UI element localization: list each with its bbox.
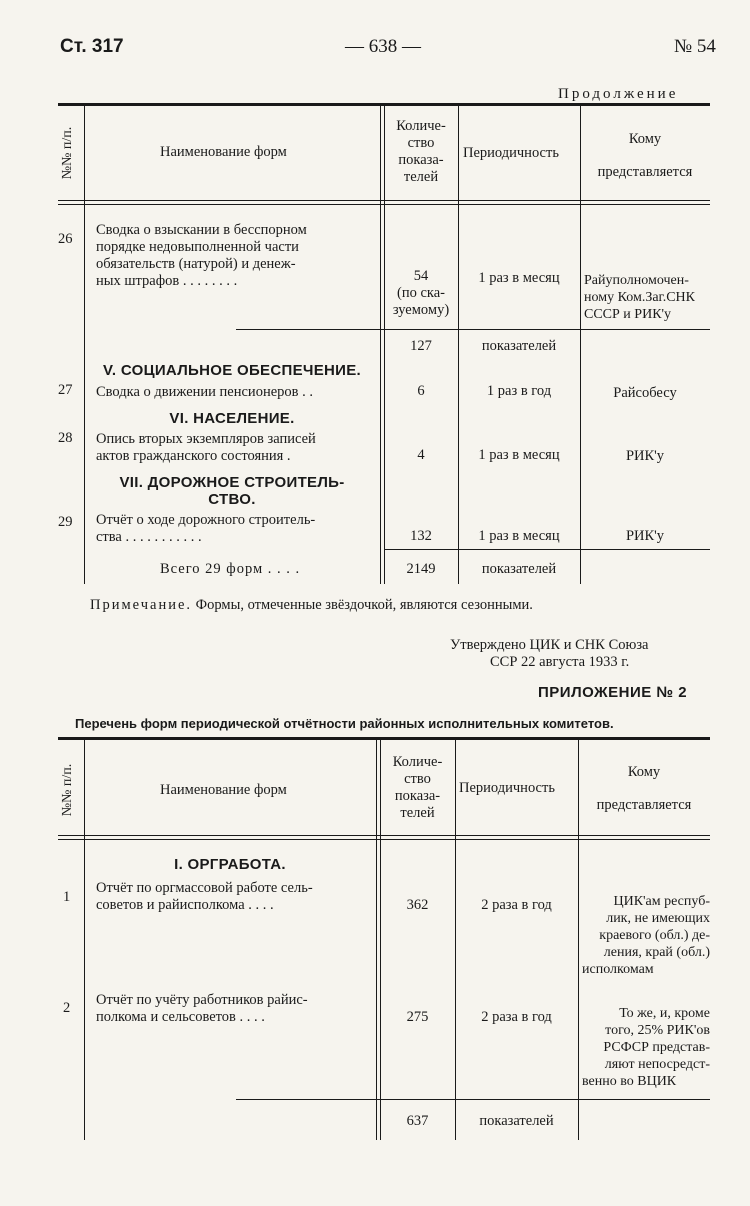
page-section-ref: Ст. 317 — [60, 36, 124, 57]
header-count: Количе- ство показа- телей — [396, 118, 446, 185]
header-count: Количе- ство показа- телей — [392, 754, 443, 821]
section-title: VII. ДОРОЖНОЕ СТРОИТЕЛЬ- СТВО. — [119, 474, 345, 508]
header-name: Наименование форм — [160, 782, 287, 798]
subtotal-label: показателей — [479, 1113, 554, 1129]
header-name: Наименование форм — [160, 144, 287, 160]
section-title: VI. НАСЕЛЕНИЕ. — [169, 410, 295, 427]
header-to: Кому представляется — [597, 131, 693, 180]
note: Примечание. Формы, отмеченные звёздочкой, являются сезонными. — [90, 597, 533, 613]
total-unit: показателей — [481, 561, 557, 577]
header-num: №№ п/п. — [60, 126, 75, 180]
subtotal-count: 127 — [410, 338, 432, 354]
header-num: №№ п/п. — [60, 763, 75, 817]
subtotal-count: 637 — [406, 1113, 429, 1129]
continuation-label: Продолжение — [558, 86, 679, 102]
header-to: Кому представляется — [596, 764, 692, 813]
page-number: — 638 — — [345, 36, 421, 57]
total-count: 2149 — [406, 561, 436, 577]
header-period: Периодичность — [463, 145, 559, 161]
appendix-title: Перечень форм периодической отчётности районных исполнительных комитетов. — [75, 716, 614, 731]
issue-number: № 54 — [674, 36, 716, 57]
section-title: V. СОЦИАЛЬНОЕ ОБЕСПЕЧЕНИЕ. — [102, 362, 362, 379]
header-period: Периодичность — [459, 780, 555, 796]
appendix-heading: ПРИЛОЖЕНИЕ № 2 — [538, 684, 688, 701]
section-title: I. ОРГРАБОТА. — [174, 856, 286, 873]
total-label: Всего 29 форм . . . . — [160, 561, 301, 577]
approval-text: Утверждено ЦИК и СНК Союза ССР 22 августа 1933 г. — [450, 637, 649, 670]
subtotal-label: показателей — [481, 338, 557, 354]
